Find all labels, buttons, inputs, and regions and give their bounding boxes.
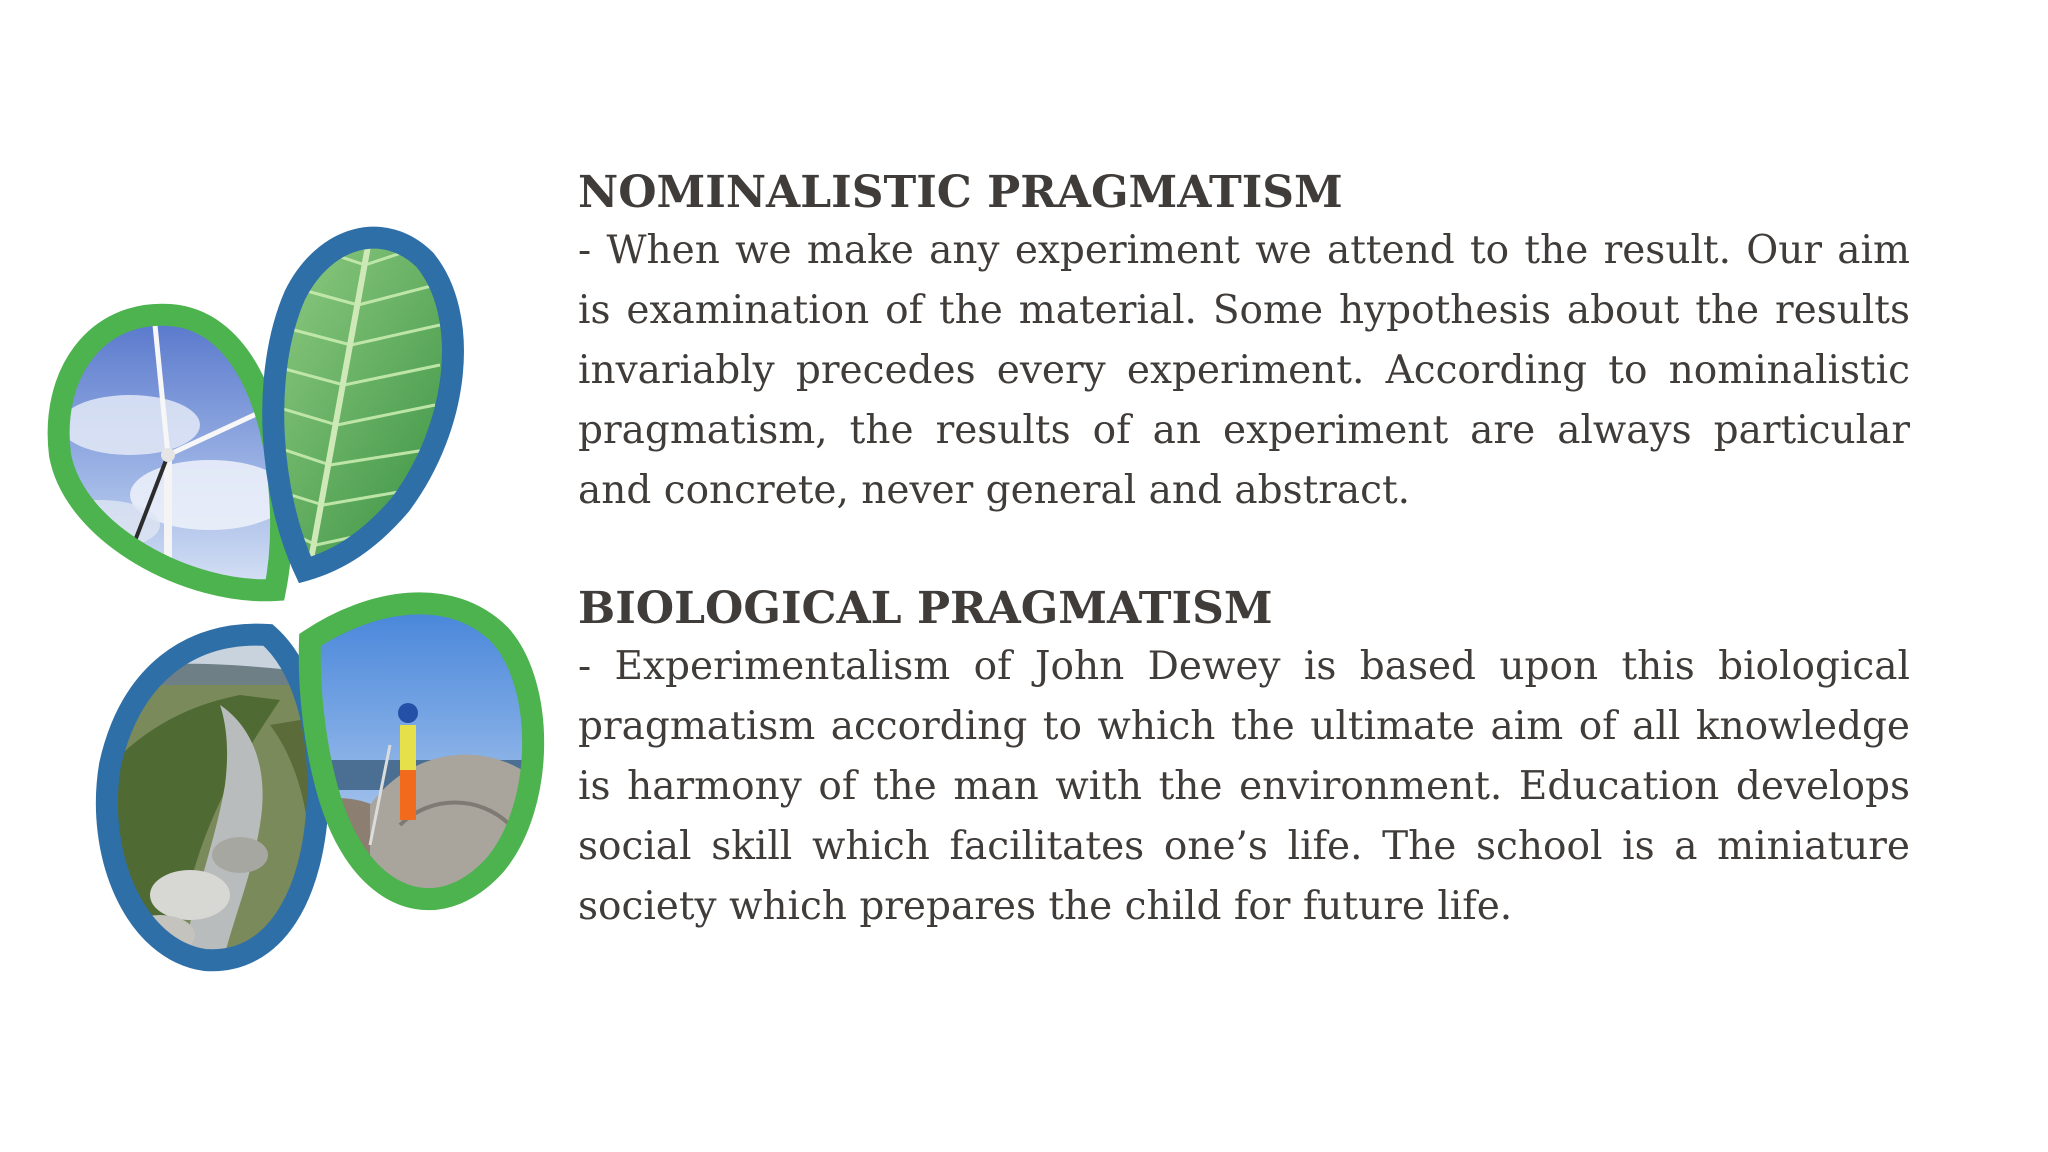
section-spacer [578, 521, 1910, 581]
paragraph-nominalistic-pragmatism: - When we make any experiment we attend to the result. Our aim is examination of the material. Some hypothesis about the results invariably precedes every experiment. According to nominalistic pragmatism, the results of an experiment are always particular and concrete, never general and abstract. [578, 228, 1910, 513]
surveyor-photo [300, 585, 560, 925]
wind-turbine-photo [40, 295, 300, 605]
text-content [578, 165, 1910, 937]
rocky-stream-photo [90, 615, 330, 975]
clover-photo-graphic [40, 205, 570, 995]
fern-leaf-photo [250, 205, 480, 585]
heading-biological-pragmatism: BIOLOGICAL PRAGMATISM [578, 583, 1273, 634]
heading-nominalistic-pragmatism: NOMINALISTIC PRAGMATISM [578, 167, 1343, 218]
paragraph-biological-pragmatism: - Experimentalism of John Dewey is based upon this biological pragmatism according to which the ultimate aim of all knowledge is harmony of the man with the environment. Education develops social skill which facilitates one’s life. The school is a miniature society which prepares the child for future life. [578, 644, 1910, 929]
